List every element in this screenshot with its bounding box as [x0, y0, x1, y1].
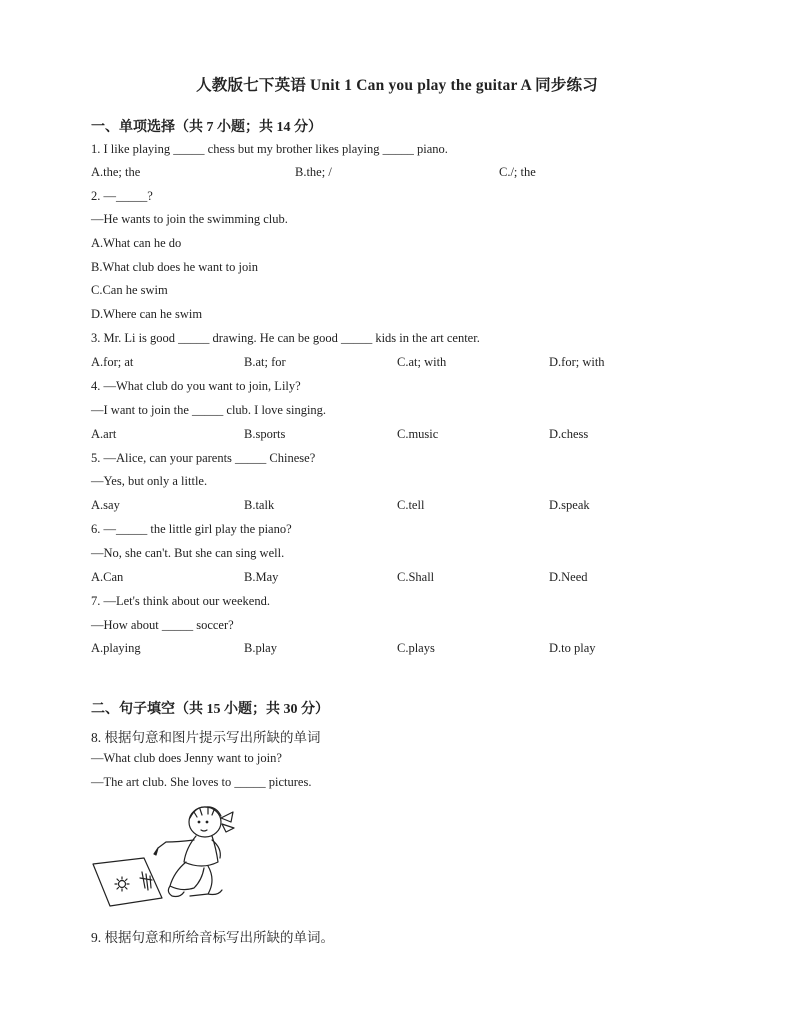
question-7-option-b[interactable]: B.play: [244, 641, 277, 655]
question-5-stem: 5. —Alice, can your parents _____ Chinese?: [91, 451, 316, 465]
question-3-option-c[interactable]: C.at; with: [397, 355, 447, 369]
girl-drawing-picture-icon: [90, 800, 250, 910]
question-8-stem: —What club does Jenny want to join?: [91, 751, 282, 765]
question-6-option-c[interactable]: C.Shall: [397, 570, 435, 584]
question-4-option-d[interactable]: D.chess: [549, 427, 589, 441]
question-8-answer-line: —The art club. She loves to _____ pictures.: [91, 775, 312, 789]
question-3-option-d[interactable]: D.for; with: [549, 355, 605, 369]
page-title: 人教版七下英语 Unit 1 Can you play the guitar A 同步练习: [196, 77, 598, 94]
question-7-option-a[interactable]: A.playing: [91, 641, 141, 655]
question-6-option-b[interactable]: B.May: [244, 570, 279, 584]
question-2-option-b[interactable]: B.What club does he want to join: [91, 260, 258, 274]
question-2-stem: 2. —_____?: [91, 189, 153, 203]
section-2-heading: 二、句子填空（共 15 小题；共 30 分）: [91, 702, 329, 717]
question-6-answer-line: —No, she can't. But she can sing well.: [91, 546, 285, 560]
question-6-stem: 6. —_____ the little girl play the piano?: [91, 522, 292, 536]
question-4-stem: 4. —What club do you want to join, Lily?: [91, 379, 301, 393]
question-7-option-c[interactable]: C.plays: [397, 641, 435, 655]
question-4-option-c[interactable]: C.music: [397, 427, 439, 441]
question-6-option-d[interactable]: D.Need: [549, 570, 588, 584]
question-5-option-b[interactable]: B.talk: [244, 498, 275, 512]
question-4-options: [91, 427, 711, 445]
question-4-option-b[interactable]: B.sports: [244, 427, 286, 441]
section-1-heading: 一、单项选择（共 7 小题；共 14 分）: [91, 120, 322, 135]
question-1-stem: 1. I like playing _____ chess but my brother likes playing _____ piano.: [91, 142, 448, 156]
question-3-option-a[interactable]: A.for; at: [91, 355, 134, 369]
question-8-instruction: 8. 根据句意和图片提示写出所缺的单词: [91, 730, 321, 745]
question-7-stem: 7. —Let's think about our weekend.: [91, 594, 270, 608]
question-5-option-c[interactable]: C.tell: [397, 498, 425, 512]
question-1-option-c[interactable]: C./; the: [499, 165, 536, 179]
question-4-answer-line: —I want to join the _____ club. I love singing.: [91, 403, 327, 417]
question-7-answer-line: —How about _____ soccer?: [91, 618, 234, 632]
question-5-option-a[interactable]: A.say: [91, 498, 120, 512]
question-5-options: [91, 498, 711, 516]
question-4-option-a[interactable]: A.art: [91, 427, 117, 441]
question-1-options: [91, 165, 711, 183]
question-5-option-d[interactable]: D.speak: [549, 498, 590, 512]
question-2-option-a[interactable]: A.What can he do: [91, 236, 182, 250]
question-6-options: [91, 570, 711, 588]
question-3-option-b[interactable]: B.at; for: [244, 355, 286, 369]
question-2-option-c[interactable]: C.Can he swim: [91, 283, 168, 297]
question-2-answer-line: —He wants to join the swimming club.: [91, 212, 288, 226]
question-3-stem: 3. Mr. Li is good _____ drawing. He can be good _____ kids in the art center.: [91, 331, 480, 345]
question-5-answer-line: —Yes, but only a little.: [91, 474, 208, 488]
question-9-instruction: 9. 根据句意和所给音标写出所缺的单词。: [91, 930, 334, 945]
question-3-options: [91, 355, 711, 373]
question-7-option-d[interactable]: D.to play: [549, 641, 596, 655]
question-1-option-b[interactable]: B.the; /: [295, 165, 332, 179]
question-6-option-a[interactable]: A.Can: [91, 570, 124, 584]
question-7-options: [91, 641, 711, 659]
question-2-option-d[interactable]: D.Where can he swim: [91, 307, 203, 321]
question-1-option-a[interactable]: A.the; the: [91, 165, 141, 179]
